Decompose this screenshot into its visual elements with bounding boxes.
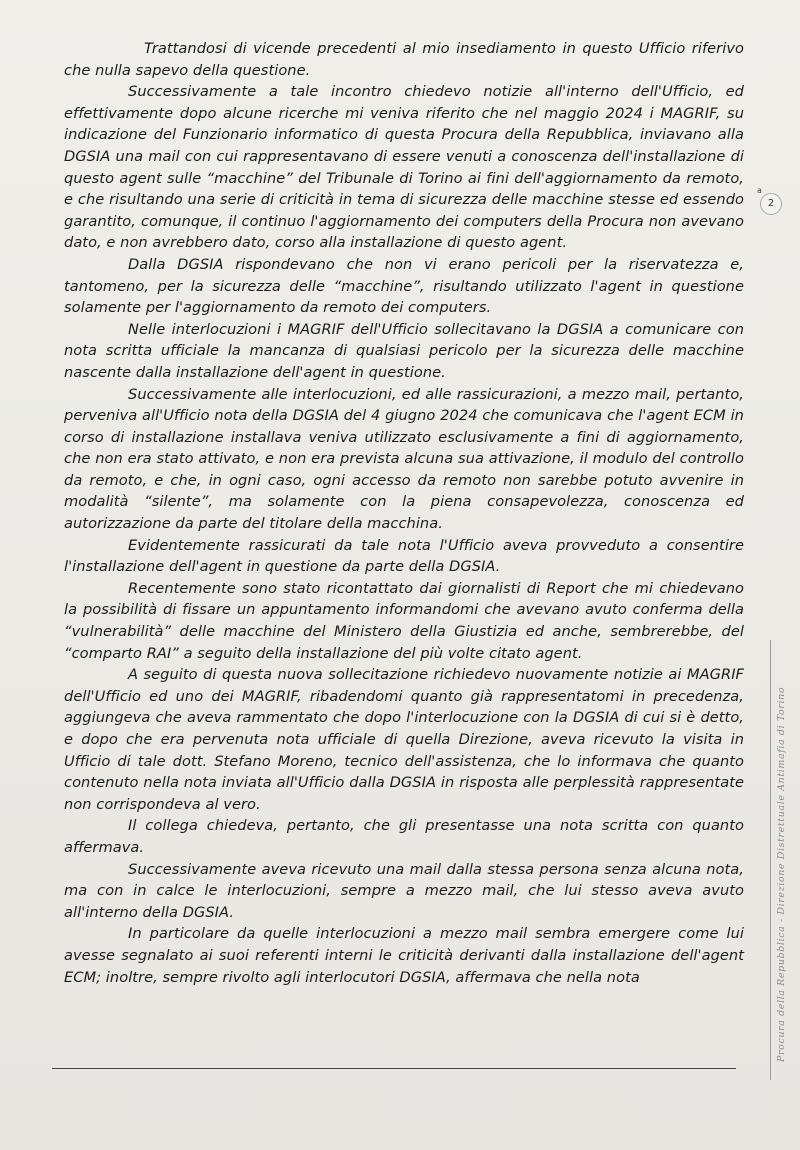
- paragraph-5: Successivamente alle interlocuzioni, ed alle rassicurazioni, a mezzo mail, pertanto, perveniva all'Ufficio nota della DGSIA del 4 giugno 2024 che comunicava che l'agent ECM in corso di installazione installava veniva utilizzato esclusivamente a fini di aggiornamento, che non era stato attivato, e non era prevista alcuna sua attivazione, il modulo del controllo da remoto, e che, in ogni caso, ogni accesso da remoto non sarebbe potuto avvenire in modalità “silente”, ma solamente con la piena consapevolezza, conoscenza ed autorizzazione da parte del titolare della macchina.: [64, 385, 744, 533]
- paragraph-8: A seguito di questa nuova sollecitazione richiedevo nuovamente notizie ai MAGRIF dell'Ufficio ed uno dei MAGRIF, ribadendomi quanto già rappresentatomi in precedenza, aggiungeva che aveva rammentato che dopo l'interlocuzione con la DGSIA di cui si è detto, e dopo che era pervenuta nota ufficiale di quella Direzione, aveva ricevuto la visita in Ufficio di tale dott. Stefano Moreno, tecnico dell'assistenza, che lo informava che quanto contenuto nella nota inviata all'Ufficio dalla DGSIA in risposta alle perplessità rappresentate non corrispondeva al vero.: [64, 666, 744, 813]
- page-number-mark: a: [757, 186, 762, 195]
- paragraph-1: Trattandosi di vicende precedenti al mio insediamento in questo Ufficio riferivo che nulla sapevo della questione.: [64, 40, 744, 79]
- office-stamp: Procura della Repubblica - Direzione Distrettuale Antimafia di Torino: [776, 686, 787, 1062]
- paragraph-3: Dalla DGSIA rispondevano che non vi erano pericoli per la riservatezza e, tantomeno, per la sicurezza delle “macchine”, risultando utilizzato l'agent in questione solamente per l'aggiornamento da remoto dei computers.: [64, 255, 744, 317]
- bottom-divider: [52, 1068, 736, 1069]
- paragraph-7: Recentemente sono stato ricontattato dai giornalisti di Report che mi chiedevano la possibilità di fissare un appuntamento informandomi che avevano avuto conferma della “vulnerabilità” delle macchine del Ministero della Giustizia ed anche, sembrerebbe, del “comparto RAI” a seguito della installazione del più volte citato agent.: [64, 579, 744, 662]
- paragraph-2: Successivamente a tale incontro chiedevo notizie all'interno dell'Ufficio, ed effettivamente dopo alcune ricerche mi veniva riferito che nel maggio 2024 i MAGRIF, su indicazione del Funzionario informatico di questa Procura della Repubblica, inviavano alla DGSIA una mail con cui rappresentavano di essere venuti a conoscenza dell'installazione di questo agent sulle “macchine” del Tribunale di Torino ai fini dell'aggiornamento da remoto, e che risultando una serie di criticità in tema di sicurezza delle macchine stesse ed essendo garantito, comunque, il continuo l'aggiornamento dei computers della Procura non avevano dato, e non avrebbero dato, corso alla installazione di questo agent.: [64, 83, 744, 252]
- page-number: 2: [760, 193, 782, 215]
- document-body: [64, 38, 744, 988]
- paragraph-11: In particolare da quelle interlocuzioni a mezzo mail sembra emergere come lui avesse segnalato ai suoi referenti interni le criticità derivanti dalla installazione dell'agent ECM; inoltre, sempre rivolto agli interlocutori DGSIA, affermava che nella nota: [64, 925, 744, 986]
- paragraph-4: Nelle interlocuzioni i MAGRIF dell'Ufficio sollecitavano la DGSIA a comunicare con nota scritta ufficiale la mancanza di qualsiasi pericolo per la sicurezza delle macchine nascente dalla installazione dell'agent in questione.: [64, 320, 744, 381]
- paragraph-6: Evidentemente rassicurati da tale nota l'Ufficio aveva provveduto a consentire l'installazione dell'agent in questione da parte della DGSIA.: [64, 536, 744, 576]
- stamp-divider: [770, 640, 771, 1080]
- paragraph-9: Il collega chiedeva, pertanto, che gli presentasse una nota scritta con quanto affermava.: [64, 817, 744, 856]
- paragraph-10: Successivamente aveva ricevuto una mail dalla stessa persona senza alcuna nota, ma con in calce le interlocuzioni, sempre a mezzo mail, che lui stesso aveva avuto all'interno della DGSIA.: [64, 860, 744, 921]
